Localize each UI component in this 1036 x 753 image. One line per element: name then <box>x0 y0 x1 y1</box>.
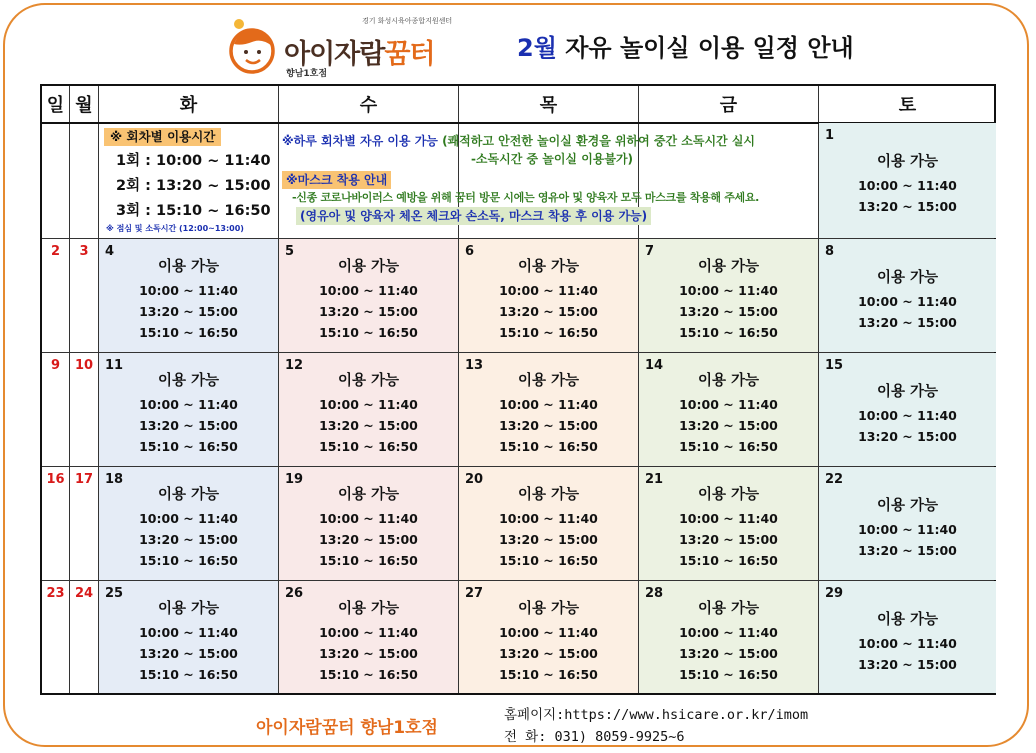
day-number: 4 <box>105 244 115 259</box>
title-month: 2월 <box>517 34 557 62</box>
session-1: 1회 : 10:00 ~ 11:40 <box>116 153 271 169</box>
session-2: 2회 : 13:20 ~ 15:00 <box>116 178 271 194</box>
calendar-day-cell <box>819 353 996 466</box>
session-times <box>104 126 276 234</box>
logo <box>228 10 468 78</box>
day-number: 29 <box>825 586 844 601</box>
page-title <box>517 28 854 63</box>
availability: 이용 가능 10:00 ~ 11:40 13:20 ~ 15:00 <box>858 498 957 558</box>
availability: 이용 가능 10:00 ~ 11:40 13:20 ~ 15:00 15:10 ~ 16:50 <box>499 601 598 682</box>
day-number: 18 <box>105 472 124 487</box>
calendar-day-cell <box>99 239 278 352</box>
availability: 이용 가능 10:00 ~ 11:40 13:20 ~ 15:00 15:10 ~ 16:50 <box>499 259 598 340</box>
day-number: 8 <box>825 244 835 259</box>
availability: 이용 가능 10:00 ~ 11:40 13:20 ~ 15:00 15:10 ~ 16:50 <box>679 601 778 682</box>
availability: 이용 가능 10:00 ~ 11:40 13:20 ~ 15:00 15:10 ~ 16:50 <box>319 601 418 682</box>
availability: 이용 가능 10:00 ~ 11:40 13:20 ~ 15:00 15:10 ~ 16:50 <box>319 259 418 340</box>
availability: 이용 가능 10:00 ~ 11:40 13:20 ~ 15:00 <box>858 384 957 444</box>
notice-line2: -소독시간 중 놀이실 이용불가) <box>470 152 634 166</box>
day-number: 21 <box>645 472 664 487</box>
day-number: 17 <box>74 472 94 487</box>
availability: 이용 가능 10:00 ~ 11:40 13:20 ~ 15:00 15:10 ~ 16:50 <box>319 487 418 568</box>
usage-notice <box>282 132 822 225</box>
day-number: 9 <box>50 358 61 373</box>
day-number: 3 <box>79 244 89 259</box>
availability: 이용 가능 10:00 ~ 11:40 13:20 ~ 15:00 15:10 ~ 16:50 <box>139 487 238 568</box>
calendar-day-cell <box>99 581 278 693</box>
calendar-day-cell <box>279 239 458 352</box>
availability: 이용 가능 10:00 ~ 11:40 13:20 ~ 15:00 <box>858 154 957 214</box>
day-number: 1 <box>825 128 835 143</box>
day-number: 23 <box>46 586 65 601</box>
weekday-mon: 월 <box>75 95 93 116</box>
calendar-day-cell <box>99 353 278 466</box>
day-number: 22 <box>825 472 844 487</box>
day-number: 24 <box>74 586 94 601</box>
footer-center-name: 아이자람꿈터 향남1호점 <box>256 718 438 738</box>
availability: 이용 가능 10:00 ~ 11:40 13:20 ~ 15:00 <box>858 612 957 672</box>
logo-brand: 아이자람꿈터 <box>284 39 435 70</box>
availability: 이용 가능 10:00 ~ 11:40 13:20 ~ 15:00 15:10 ~ 16:50 <box>679 487 778 568</box>
calendar-day-cell <box>42 467 69 580</box>
availability: 이용 가능 10:00 ~ 11:40 13:20 ~ 15:00 15:10 ~ 16:50 <box>139 259 238 340</box>
day-number: 27 <box>465 586 484 601</box>
calendar-day-cell <box>459 467 638 580</box>
weekday-wed: 수 <box>359 95 378 116</box>
logo-org-name: 경기 화성시육아종합지원센터 <box>362 17 453 25</box>
notice-line1-blue: ※하루 회차별 자유 이용 가능 <box>282 134 438 148</box>
day-number: 28 <box>645 586 664 601</box>
notice-line1-green: (쾌적하고 안전한 놀이실 환경을 위하여 중간 소독시간 실시 <box>437 134 756 148</box>
weekday-thu: 목 <box>539 95 558 116</box>
weekday-sat: 토 <box>898 95 917 116</box>
availability: 이용 가능 10:00 ~ 11:40 13:20 ~ 15:00 15:10 ~ 16:50 <box>499 373 598 454</box>
phone-number: 전 화: 031) 8059-9925~6 <box>504 729 685 745</box>
calendar-day-cell <box>279 467 458 580</box>
calendar-day-cell <box>70 353 98 466</box>
day-number: 15 <box>825 358 844 373</box>
session-times-tag: ※ 회차별 이용시간 <box>104 128 221 146</box>
calendar-day-cell <box>459 353 638 466</box>
calendar-day-cell <box>70 467 98 580</box>
calendar-day-cell <box>42 239 69 352</box>
mask-notice-highlight: (영유아 및 양육자 체온 체크와 손소독, 마스크 착용 후 이용 가능) <box>296 207 651 225</box>
logo-branch: 향남1호점 <box>286 69 328 79</box>
calendar-day-cell <box>42 353 69 466</box>
lunch-note: ※ 점심 및 소독시간 (12:00~13:00) <box>106 224 244 233</box>
day-number: 7 <box>645 244 655 259</box>
availability: 이용 가능 10:00 ~ 11:40 13:20 ~ 15:00 15:10 ~ 16:50 <box>139 601 238 682</box>
calendar-table <box>40 84 996 695</box>
calendar-day-cell <box>819 123 996 238</box>
calendar-day-cell <box>819 581 996 693</box>
calendar-day-cell <box>819 239 996 352</box>
calendar-day-cell <box>819 467 996 580</box>
availability: 이용 가능 10:00 ~ 11:40 13:20 ~ 15:00 15:10 ~ 16:50 <box>139 373 238 454</box>
footer-contact <box>504 704 808 748</box>
weekday-sun: 일 <box>46 95 65 116</box>
availability: 이용 가능 10:00 ~ 11:40 13:20 ~ 15:00 15:10 ~ 16:50 <box>679 373 778 454</box>
calendar-day-cell <box>639 353 818 466</box>
day-number: 26 <box>285 586 304 601</box>
calendar-day-cell <box>639 239 818 352</box>
day-number: 19 <box>285 472 304 487</box>
homepage-link[interactable]: 홈페이지:https://www.hsicare.or.kr/imom <box>504 707 809 723</box>
calendar-day-cell <box>70 581 98 693</box>
calendar-day-cell <box>70 239 98 352</box>
calendar-day-cell <box>279 581 458 693</box>
day-number: 25 <box>105 586 124 601</box>
mask-notice-tag: ※마스크 착용 안내 <box>282 171 391 189</box>
session-3: 3회 : 15:10 ~ 16:50 <box>116 203 271 219</box>
title-text: 자유 놀이실 이용 일정 안내 <box>556 34 854 62</box>
day-number: 12 <box>285 358 304 373</box>
calendar-day-cell <box>99 467 278 580</box>
calendar-day-cell <box>279 353 458 466</box>
availability: 이용 가능 10:00 ~ 11:40 13:20 ~ 15:00 15:10 ~ 16:50 <box>319 373 418 454</box>
calendar-day-cell <box>42 581 69 693</box>
availability: 이용 가능 10:00 ~ 11:40 13:20 ~ 15:00 15:10 ~ 16:50 <box>499 487 598 568</box>
day-number: 20 <box>465 472 484 487</box>
calendar-day-cell <box>639 581 818 693</box>
availability: 이용 가능 10:00 ~ 11:40 13:20 ~ 15:00 15:10 ~ 16:50 <box>679 259 778 340</box>
day-number: 10 <box>74 358 94 373</box>
weekday-fri: 금 <box>719 95 738 116</box>
calendar-day-cell <box>459 581 638 693</box>
weekday-tue: 화 <box>179 95 198 116</box>
day-number: 11 <box>105 358 124 373</box>
mask-notice-line: -신종 코로나바이러스 예방을 위해 꿈터 방문 시에는 영유아 및 양육자 모두 마스크를 착용해 주세요. <box>292 191 760 204</box>
child-face-icon <box>228 16 284 78</box>
calendar-day-cell <box>459 239 638 352</box>
day-number: 13 <box>465 358 484 373</box>
day-number: 5 <box>285 244 295 259</box>
calendar-day-cell <box>639 467 818 580</box>
day-number: 2 <box>50 244 61 259</box>
day-number: 16 <box>46 472 65 487</box>
day-number: 6 <box>465 244 475 259</box>
day-number: 14 <box>645 358 664 373</box>
availability: 이용 가능 10:00 ~ 11:40 13:20 ~ 15:00 <box>858 270 957 330</box>
